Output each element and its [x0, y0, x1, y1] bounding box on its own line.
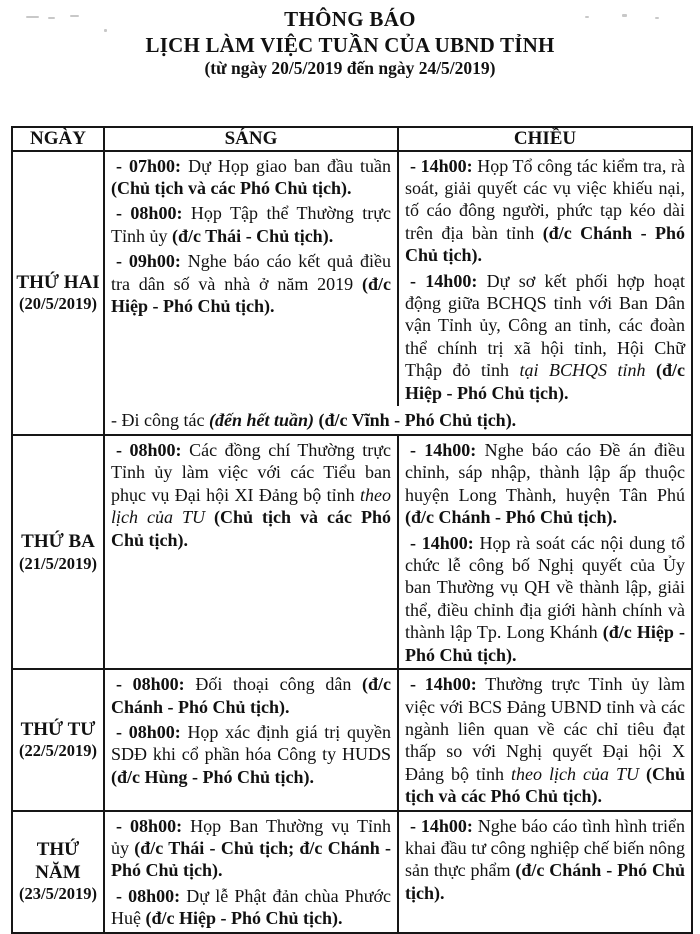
afternoon-cell [398, 811, 692, 933]
agenda-item [111, 673, 391, 718]
day-name: THỨ HAI [16, 271, 100, 293]
document-subtitle: LỊCH LÀM VIỆC TUẦN CỦA UBND TỈNH [145, 32, 555, 57]
scan-artifact [655, 17, 659, 19]
text-run: Dự lễ Phật đản chùa Phước Huệ [111, 885, 392, 929]
text-run: Nghe báo cáo kết quả điều tra dân số và nhà ở năm 2019 [111, 251, 391, 294]
scan-artifact [70, 15, 79, 17]
text-run: (đến hết tuần) [208, 410, 314, 431]
text-run: theo lịch của TU [111, 484, 391, 528]
text-run: theo lịch của TU [511, 763, 639, 784]
afternoon-cell [398, 669, 692, 810]
scan-artifact [585, 16, 589, 18]
day-date: (20/5/2019) [19, 294, 97, 314]
text-run: - 14h00: [410, 270, 478, 291]
text-run: (đ/c Vĩnh - Phó Chủ tịch). [318, 410, 517, 431]
text-run: - 08h00: [116, 203, 183, 224]
text-run: (đ/c Hiệp - Phó Chủ tịch). [145, 908, 343, 929]
day-cell [12, 811, 104, 933]
text-run: - 14h00: [410, 440, 477, 461]
morning-cell [104, 811, 398, 933]
agenda-item [111, 155, 391, 200]
agenda-item [111, 815, 391, 882]
column-header-day: NGÀY [12, 127, 104, 151]
agenda-item [405, 673, 685, 807]
afternoon-cell [398, 435, 692, 669]
text-run: - 08h00: [116, 674, 185, 695]
text-run: (đ/c Hiệp - Phó Chủ tịch). [111, 273, 391, 316]
week-note-cell [104, 406, 692, 435]
agenda-item [405, 439, 685, 529]
morning-cell [104, 435, 398, 669]
day-cell [12, 669, 104, 810]
day-cell [12, 435, 104, 669]
text-run: Họp rà soát các nội dung tổ chức lễ công bố Nghị quyết của Ủy ban Thường vụ QH về thành lập, giải thể, điều chỉnh địa giới hành chính và thành lập Tp. Long Khánh [405, 532, 686, 643]
afternoon-cell [398, 151, 692, 406]
text-run: - Đi công tác [111, 410, 209, 431]
text-run: - 08h00: [116, 885, 181, 906]
text-run: (Chủ tịch và các Phó Chủ tịch). [405, 763, 685, 807]
document-date-range: (từ ngày 20/5/2019 đến ngày 24/5/2019) [204, 58, 496, 79]
text-run: (đ/c Chánh - Phó Chủ tịch). [405, 222, 685, 266]
weekly-schedule-table [11, 126, 693, 934]
day-cell [12, 151, 104, 435]
agenda-item [405, 815, 685, 905]
text-run: Các đồng chí Thường trực Tỉnh ủy làm việc với các Tiểu ban phục vụ Đại hội XI Đảng bộ tỉnh [111, 440, 391, 505]
agenda-item [111, 721, 391, 788]
text-run: (đ/c Chánh - Phó Chủ tịch). [111, 674, 391, 717]
text-run: (Chủ tịch và các Phó Chủ tịch). [111, 507, 391, 550]
text-run: (đ/c Hiệp - Phó Chủ tịch). [405, 622, 685, 665]
text-run: (đ/c Hùng - Phó Chủ tịch). [111, 766, 315, 787]
text-run: - 07h00: [116, 155, 182, 176]
day-name: THỨ NĂM [35, 838, 81, 883]
scan-artifact [104, 29, 107, 32]
text-run: - 14h00: [410, 532, 474, 553]
document-title: THÔNG BÁO [284, 7, 416, 31]
day-name: THỨ TƯ [20, 718, 96, 740]
day-date: (21/5/2019) [19, 553, 97, 573]
column-header-afternoon: CHIỀU [398, 127, 692, 151]
column-header-morning: SÁNG [104, 127, 398, 151]
text-run: - 14h00: [410, 674, 477, 695]
scan-artifact [622, 14, 627, 17]
text-run: (đ/c Thái - Chủ tịch; đ/c Chánh - Phó Chủ tịch). [111, 837, 392, 881]
text-run: Thường trực Tỉnh ủy làm việc với BCS Đảng UBND tỉnh và các ngành liên quan về các chỉ tiêu đạt thấp so với Nghị quyết Đại hội X Đảng bộ tỉnh [405, 674, 685, 784]
text-run: tại BCHQS tỉnh [519, 360, 646, 381]
day-name: THỨ BA [21, 530, 95, 552]
morning-cell [104, 669, 398, 810]
text-run: (Chủ tịch và các Phó Chủ tịch). [111, 177, 352, 198]
text-run: - 14h00: [410, 815, 473, 836]
text-run: - 09h00: [116, 251, 181, 272]
agenda-item [111, 250, 391, 317]
agenda-item [405, 270, 685, 404]
document-header [0, 0, 700, 80]
text-run [645, 360, 656, 380]
text-run: Dự Họp giao ban đầu tuần [181, 155, 392, 176]
text-run: - 14h00: [410, 155, 473, 176]
agenda-item [405, 532, 685, 666]
agenda-item [111, 439, 391, 551]
morning-cell [104, 151, 398, 406]
agenda-item [111, 202, 391, 247]
scan-artifact [26, 16, 39, 18]
agenda-item [405, 155, 685, 267]
text-run: Nghe báo cáo tình hình triển khai đầu tư công nghiệp chế biến nông sản thực phẩm [405, 815, 686, 881]
text-run: Họp Tổ công tác kiểm tra, rà soát, giải quyết các vụ việc khiếu nại, tố cáo đông người, phức tạp kéo dài trên địa bàn tỉnh [405, 155, 686, 243]
text-run: Dự sơ kết phối hợp hoạt động giữa BCHQS tỉnh với Ban Dân vận Tỉnh ủy, Công an tỉnh, các đoàn thể chính trị xã hội tỉnh, Hội Chữ Thập đỏ tỉnh [405, 270, 686, 381]
scan-artifact [48, 17, 55, 19]
text-run: Họp Tập thể Thường trực Tỉnh ủy [111, 203, 391, 246]
text-run: Đối thoại công dân [184, 674, 362, 695]
day-date: (22/5/2019) [19, 741, 97, 761]
text-run [205, 507, 214, 527]
text-run: (đ/c Chánh - Phó Chủ tịch). [405, 860, 686, 903]
text-run: (đ/c Chánh - Phó Chủ tịch). [405, 507, 618, 528]
day-date: (23/5/2019) [19, 884, 97, 904]
text-run: - 08h00: [116, 815, 183, 836]
table-body [12, 151, 692, 933]
text-run [639, 764, 646, 784]
text-run: Họp Ban Thường vụ Tỉnh ủy [111, 815, 392, 858]
table-header [12, 127, 692, 151]
text-run: - 08h00: [116, 721, 181, 742]
text-run: (đ/c Hiệp - Phó Chủ tịch). [405, 360, 685, 403]
text-run: (đ/c Thái - Chủ tịch). [172, 225, 334, 246]
text-run: - 08h00: [116, 440, 182, 461]
text-run: Nghe báo cáo Đề án điều chỉnh, sáp nhập, thành lập ấp thuộc huyện Long Thành, huyện Tân Phú [405, 440, 685, 505]
agenda-item [111, 885, 391, 930]
text-run: Họp xác định giá trị quyền SDĐ khi cổ phần hóa Công ty HUDS [111, 721, 391, 765]
